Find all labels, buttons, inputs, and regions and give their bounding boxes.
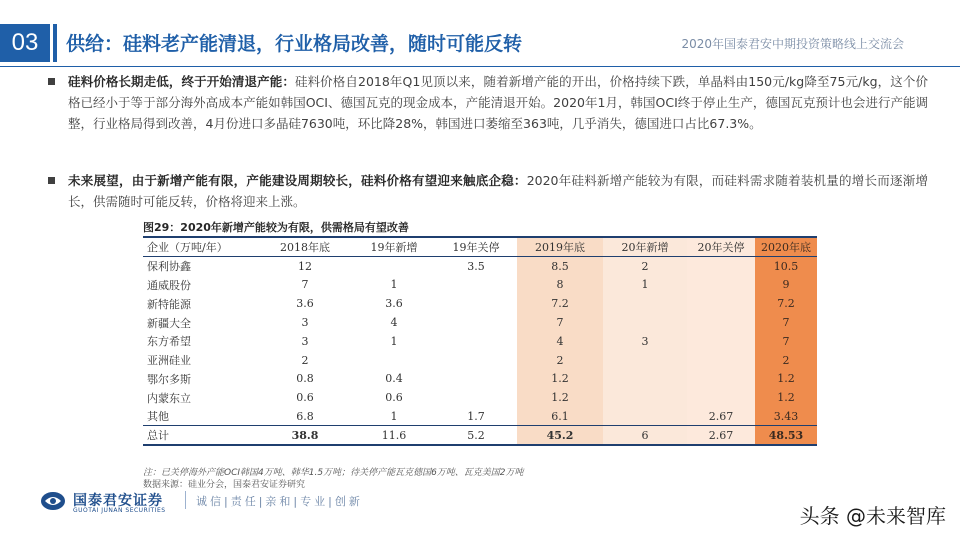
- company-name-cell: 新疆大全: [147, 316, 191, 330]
- table-cell: 0.6: [296, 391, 314, 405]
- table-cell: 12: [298, 259, 312, 273]
- table-cell: 1: [390, 409, 398, 423]
- table-cell: [603, 370, 687, 389]
- table-row: [143, 257, 817, 276]
- table-cell: 3.5: [467, 259, 485, 273]
- table-cell: [687, 276, 755, 295]
- table-cell: 4: [517, 332, 603, 351]
- bullet-text: 硅料价格自2018年Q1见顶以来，随着新增产能的开出，价格持续下跌，单晶料由150元/kg降至75元/kg，这个价格已经小于等于部分海外高成本产能如韩国OCI、德国瓦克的现金成本，产能清退开始。2020年1月，韩国OCI终于停止生产，德国瓦克预计也会进行产能调整，行业格局得到改善，4月份进口多晶硅7630吨，环比降28%，韩国进口萎缩至363吨，几乎消失，德国进口占比67.3%。: [68, 74, 928, 131]
- company-name-cell: 东方希望: [147, 335, 191, 349]
- column-header: 2019年底: [517, 238, 603, 257]
- table-cell: 48.53: [755, 426, 817, 445]
- company-name-cell: 新特能源: [147, 297, 191, 311]
- table-cell: 7.2: [517, 294, 603, 313]
- table-cell: [603, 388, 687, 407]
- table-cell: 1.2: [755, 388, 817, 407]
- column-header: 19年新增: [353, 238, 435, 257]
- table-cell: [687, 257, 755, 276]
- column-header: 20年关停: [687, 238, 755, 257]
- table-cell: 3: [301, 334, 309, 348]
- capacity-table: [143, 238, 817, 446]
- table-cell: 2: [517, 351, 603, 370]
- company-name-cell: 其他: [147, 410, 169, 424]
- table-row: [143, 388, 817, 407]
- table-cell: [435, 370, 517, 389]
- header-accent-bar: [53, 24, 57, 62]
- column-header: 2020年底: [755, 238, 817, 257]
- company-name-cell: 鄂尔多斯: [147, 372, 191, 386]
- watermark: 头条 @未来智库: [799, 504, 946, 528]
- table-cell: [603, 313, 687, 332]
- company-logo-icon: [40, 491, 66, 511]
- table-cell: [435, 351, 517, 370]
- table-cell: 6.1: [517, 407, 603, 426]
- company-name-cell: 通威股份: [147, 278, 191, 292]
- table-cell: [435, 294, 517, 313]
- table-cell: 1: [390, 334, 398, 348]
- table-cell: 38.8: [257, 426, 353, 445]
- table-cell: [687, 313, 755, 332]
- table-note: 注：已关停海外产能OCI韩国4万吨、韩华1.5万吨；待关停产能瓦克德国6万吨、瓦克美国2万吨: [143, 468, 524, 478]
- table-cell: 10.5: [755, 257, 817, 276]
- table-cell: 5.2: [435, 426, 517, 445]
- table-cell: 3.43: [755, 407, 817, 426]
- table-cell: 0.6: [385, 391, 403, 405]
- bullet-heading: 硅料价格长期走低，终于开始清退产能：: [68, 74, 295, 89]
- table-cell: 0.4: [385, 372, 403, 386]
- table-cell: [435, 276, 517, 295]
- table-row: [143, 313, 817, 332]
- table-cell: 1: [390, 278, 398, 292]
- table-cell: [687, 294, 755, 313]
- table-cell: 8: [517, 276, 603, 295]
- table-cell: [687, 332, 755, 351]
- table-cell: 3: [301, 316, 309, 330]
- table-cell: 2.67: [687, 426, 755, 445]
- company-name-cell: 保利协鑫: [147, 260, 191, 274]
- table-cell: 7: [301, 278, 309, 292]
- table-cell: 45.2: [517, 426, 603, 445]
- table-cell: [603, 407, 687, 426]
- table-row: [143, 407, 817, 426]
- bullet-text: 2020年硅料新增产能较为有限，而硅料需求随着装机量的增长而逐渐增长，供需随时可能反转，价格将迎来上涨。: [68, 173, 928, 209]
- slide-title: 供给：硅料老产能清退，行业格局改善，随时可能反转: [66, 33, 523, 55]
- table-cell: 11.6: [353, 426, 435, 445]
- table-cell: 7: [517, 313, 603, 332]
- table-cell: 1: [603, 276, 687, 295]
- table-total-row: [143, 426, 817, 445]
- company-name-cell: 亚洲硅业: [147, 354, 191, 368]
- table-cell: 3.6: [296, 297, 314, 311]
- table-cell: 2: [603, 257, 687, 276]
- brand-name-en: GUOTAI JUNAN SECURITIES: [73, 507, 166, 514]
- table-cell: 2.67: [687, 407, 755, 426]
- table-cell: [435, 332, 517, 351]
- table-cell: 6.8: [296, 409, 314, 423]
- event-name: 2020年国泰君安中期投资策略线上交流会: [681, 37, 904, 51]
- table-cell: 7.2: [755, 294, 817, 313]
- bullet-square-icon: [48, 177, 55, 184]
- bullet-heading: 未来展望，由于新增产能有限，产能建设周期较长，硅料价格有望迎来触底企稳：: [68, 173, 527, 188]
- bullet-point-2: [48, 170, 928, 212]
- company-name-cell: 内蒙东立: [147, 391, 191, 405]
- column-header: 20年新增: [603, 238, 687, 257]
- table-cell: [603, 294, 687, 313]
- table-cell: 1.2: [517, 370, 603, 389]
- table-cell: 6: [603, 426, 687, 445]
- bullet-square-icon: [48, 78, 55, 85]
- bullet-point-1: [48, 71, 928, 134]
- table-row: [143, 332, 817, 351]
- company-name-cell: 总计: [143, 426, 257, 445]
- table-row: [143, 276, 817, 295]
- table-cell: [687, 370, 755, 389]
- table-cell: 4: [390, 316, 398, 330]
- table-cell: 2: [755, 351, 817, 370]
- brand-name: 国泰君安证券: [73, 493, 163, 509]
- table-cell: 1.2: [755, 370, 817, 389]
- table-cell: [435, 388, 517, 407]
- table-cell: [603, 351, 687, 370]
- table-title: 图29：2020年新增产能较为有限，供需格局有望改善: [143, 221, 409, 234]
- column-header: 企业（万吨/年）: [143, 238, 257, 257]
- table-cell: 7: [755, 332, 817, 351]
- table-cell: [353, 257, 435, 276]
- table-row: [143, 294, 817, 313]
- table-cell: [687, 388, 755, 407]
- table-cell: 2: [301, 353, 309, 367]
- table-row: [143, 351, 817, 370]
- table-cell: [435, 313, 517, 332]
- table-cell: [687, 351, 755, 370]
- data-source: 数据来源：硅业分会，国泰君安证券研究: [143, 480, 306, 490]
- table-cell: 9: [755, 276, 817, 295]
- table-cell: 3: [603, 332, 687, 351]
- column-header: 19年关停: [435, 238, 517, 257]
- table-cell: 8.5: [517, 257, 603, 276]
- column-header: 2018年底: [257, 238, 353, 257]
- table-cell: 1.2: [517, 388, 603, 407]
- table-cell: 3.6: [385, 297, 403, 311]
- table-cell: [353, 351, 435, 370]
- table-cell: 7: [755, 313, 817, 332]
- slide-number: 03: [0, 24, 50, 62]
- table-cell: 1.7: [467, 409, 485, 423]
- table-header-row: [143, 238, 817, 257]
- footer-slogan: 诚信|责任|亲和|专业|创新: [196, 495, 363, 508]
- footer-divider: [185, 491, 186, 509]
- table-row: [143, 370, 817, 389]
- header-divider: [0, 66, 960, 67]
- table-cell: 0.8: [296, 372, 314, 386]
